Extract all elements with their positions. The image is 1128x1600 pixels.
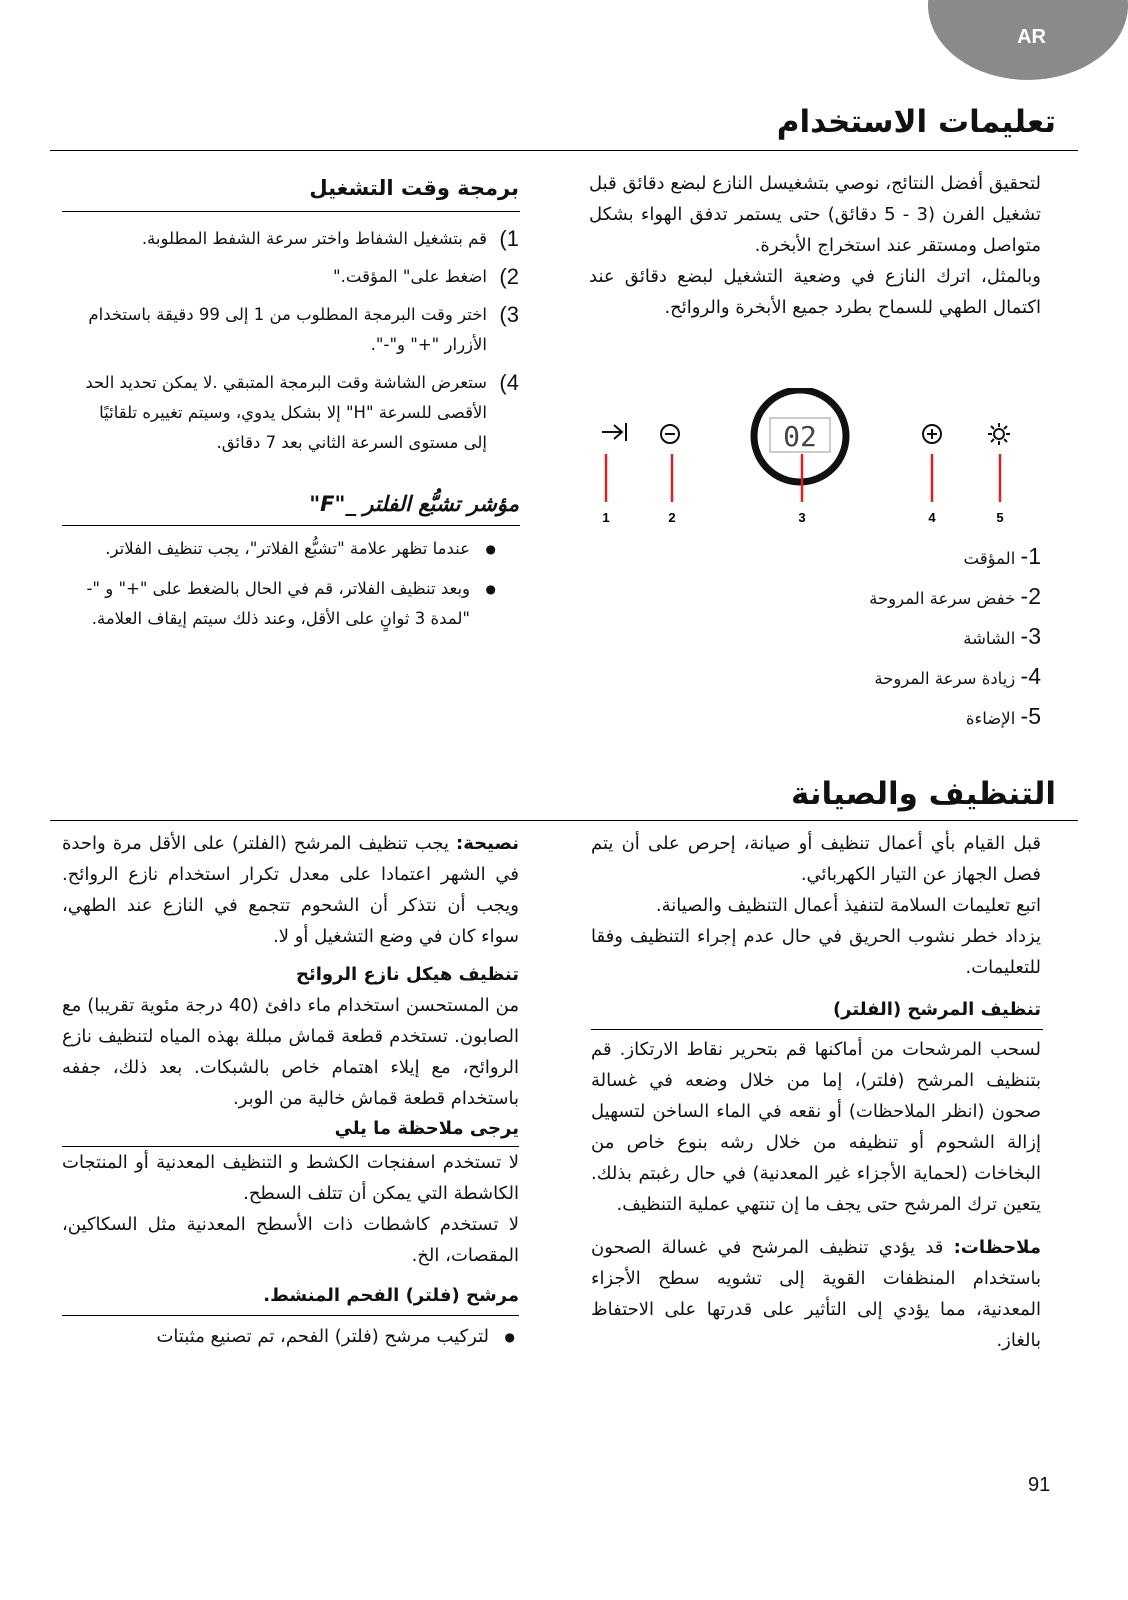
legend-item: 5- الإضاءة — [965, 703, 1041, 729]
legend-item: 4- زيادة سرعة المروحة — [874, 663, 1041, 689]
note-paragraph-2: لا تستخدم كاشطات ذات الأسطح المعدنية مثل السكاكين، المقصات، الخ. — [62, 1214, 519, 1266]
cleaning-left-column — [62, 828, 519, 1362]
callout-4: 4 — [928, 510, 936, 525]
callout-2: 2 — [668, 510, 676, 525]
carbon-filter-bullets — [62, 1322, 519, 1352]
programming-rule — [62, 211, 520, 212]
minus-icon — [661, 425, 679, 443]
bullet-item: ● عندما تظهر علامة "تشبُّع الفلاتر"، يجب تنظيف الفلاتر. — [64, 534, 500, 564]
notes-paragraph — [591, 1232, 1041, 1356]
filter-cleaning-rule — [591, 1029, 1043, 1030]
control-panel-diagram — [590, 388, 1030, 528]
tip-label: نصيحة: — [456, 833, 519, 854]
filter-cleaning-text: لسحب المرشحات من أماكنها قم بتحرير نقاط الارتكاز. قم بتنظيف المرشح (فلتر)، إما من خلال وضعه في غسالة صحون (انظر الملاحظات) أو نقعه في الماء الساخن لتسهيل إزالة الشحوم أو تنظيفه من خلال رشه بنوع خاص من البخاخات (لحماية الأجزاء غير المعدنية) في حال رغبتم بذلك. يتعين ترك المرشح حتى يجف ما إن تنتهي عملية التنظيف. — [591, 1039, 1041, 1215]
notes-label: ملاحظات: — [953, 1237, 1041, 1258]
cleaning-paragraph-3: يزداد خطر نشوب الحريق في حال عدم إجراء التنظيف وفقا للتعليمات. — [591, 926, 1041, 978]
step-item: 2) اضغط على" المؤقت." — [333, 264, 519, 289]
usage-title: تعليمات الاستخدام — [776, 104, 1056, 140]
carbon-filter-title: مرشح (فلتر) الفحم المنشط. — [263, 1285, 519, 1306]
legend-item: 1- المؤقت — [963, 543, 1041, 569]
callout-3: 3 — [798, 510, 806, 525]
note-title: يرجى ملاحظة ما يلي — [334, 1118, 519, 1139]
tip-paragraph — [62, 828, 519, 952]
tip-text: يجب تنظيف المرشح (الفلتر) على الأقل مرة واحدة في الشهر اعتمادا على معدل تكرار استخدام نازع الروائح. ويجب أن نتذكر أن الشحوم تتجمع في النازع عند الطهي، سواء كان في وضع التشغيل أو لا. — [62, 833, 519, 947]
filter-cleaning-title: تنظيف المرشح (الفلتر) — [832, 999, 1041, 1020]
bullet-item: ● وبعد تنظيف الفلاتر، قم في الحال بالضغط على "+" و "-"لمدة 3 ثوانٍ على الأقل، وعند ذلك سيتم إيقاف العلامة. — [64, 574, 500, 634]
step-item: 3) اختر وقت البرمجة المطلوب من 1 إلى 99 دقيقة باستخدام الأزرار "+" و"-". — [88, 302, 519, 354]
step-item: 1) قم بتشغيل الشفاط واختر سرعة الشفط المطلوبة. — [141, 226, 519, 251]
programming-title: برمجة وقت التشغيل — [309, 176, 519, 200]
note-paragraph-1: لا تستخدم اسفنجات الكشط و التنظيف المعدنية أو المنتجات الكاشطة التي يمكن أن تتلف السطح. — [62, 1152, 519, 1204]
cleaning-right-column — [591, 828, 1041, 1356]
notes-text: قد يؤدي تنظيف المرشح في غسالة الصحون باستخدام المنظفات القوية إلى تشويه سطح الأجزاء المعدنية، مما يؤدي إلى التأثير على قدرتها على الاحتفاظ بالغاز. — [591, 1237, 1041, 1351]
legend-item: 3- الشاشة — [963, 623, 1041, 649]
callout-1: 1 — [602, 510, 610, 525]
timer-icon — [602, 423, 626, 441]
title-rule — [50, 150, 1078, 151]
filter-indicator-rule — [62, 525, 520, 526]
cleaning-title: التنظيف والصيانة — [791, 776, 1056, 812]
intro-paragraph-2: وبالمثل، اترك النازع في وضعية التشغيل لبضع دقائق عند اكتمال الطهي للسماح بطرد جميع الأبخرة والروائح. — [589, 266, 1041, 318]
legend-list — [741, 536, 1041, 736]
page-number: 91 — [1028, 1474, 1051, 1496]
bullet-item: ● لتركيب مرشح (فلتر) الفحم، تم تصنيع مثبتات — [62, 1322, 519, 1352]
body-cleaning-text: من المستحسن استخدام ماء دافئ (40 درجة مئوية تقريبا) مع الصابون. تستخدم قطعة قماش مبللة بهذه المياه لتنظيف نازع الروائح، مع إيلاء اهتمام خاص بالشبكات. بعد ذلك، جففه باستخدام قطعة قماش خالية من الوبر. — [62, 995, 519, 1109]
callout-5: 5 — [996, 510, 1004, 525]
filter-indicator-bullets — [64, 534, 500, 644]
cleaning-paragraph-1: قبل القيام بأي أعمال تنظيف أو صيانة، إحرص على أن يتم فصل الجهاز عن التيار الكهربائي. — [591, 833, 1041, 885]
filter-indicator-title: مؤشر تشبُّع الفلتر _"F" — [309, 492, 519, 516]
plus-icon — [923, 425, 941, 443]
display-ring — [754, 390, 846, 482]
language-label: AR — [1017, 26, 1046, 48]
light-icon — [988, 423, 1010, 445]
intro-paragraph-1: لتحقيق أفضل النتائج، نوصي بتشغيسل النازع لبضع دقائق قبل تشغيل الفرن (3 - 5 دقائق) حتى يستمر تدفق الهواء بشكل متواصل ومستقر عند استخراج الأبخرة. — [589, 173, 1041, 256]
cleaning-title-rule — [50, 820, 1078, 821]
legend-item: 2- خفض سرعة المروحة — [869, 583, 1041, 609]
display-value: 02 — [783, 420, 817, 453]
body-cleaning-title: تنظيف هيكل نازع الروائح — [296, 964, 519, 985]
programming-steps — [71, 224, 519, 466]
cleaning-paragraph-2: اتبع تعليمات السلامة لتنفيذ أعمال التنظيف والصيانة. — [655, 895, 1041, 916]
step-item: 4) ستعرض الشاشة وقت البرمجة المتبقي .لا يمكن تحديد الحد الأقصى للسرعة "H" إلا بشكل يدوي، وسيتم تغييره تلقائيًا إلى مستوى السرعة الثاني بعد 7 دقائق. — [85, 370, 519, 452]
carbon-filter-rule — [62, 1315, 519, 1316]
intro-block — [589, 168, 1041, 323]
